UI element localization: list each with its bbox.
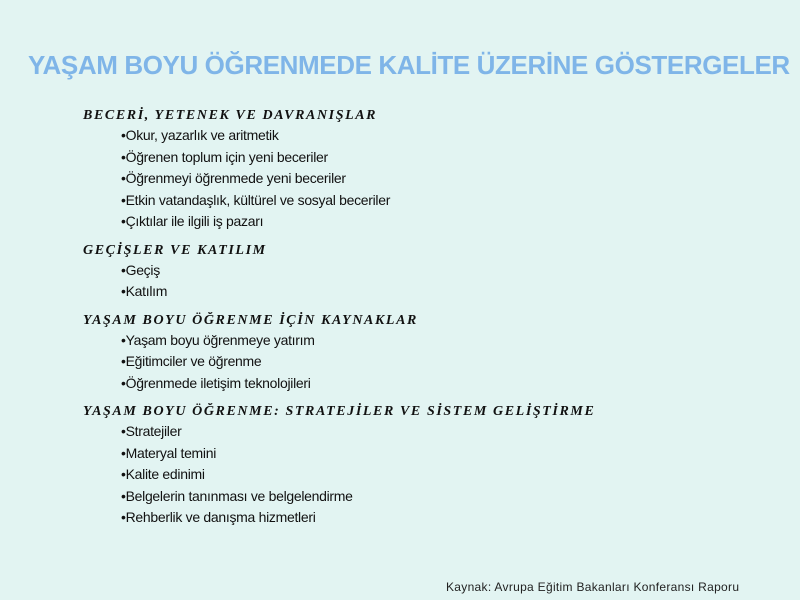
list-item-text: Çıktılar ile ilgili iş pazarı: [125, 213, 264, 229]
list-item-text: Katılım: [125, 283, 168, 299]
section-heading: YAŞAM BOYU ÖĞRENME İÇİN KAYNAKLAR: [83, 312, 418, 328]
list-item-text: Stratejiler: [125, 423, 182, 439]
section-heading: YAŞAM BOYU ÖĞRENME: STRATEJİLER VE SİSTEM GELİŞTİRME: [83, 404, 596, 419]
section-transitions: [83, 241, 783, 303]
bullet-icon: •: [121, 213, 126, 229]
list-item-text: Materyal temini: [125, 444, 217, 461]
item-list: [83, 330, 783, 395]
section-strategies: [83, 402, 783, 529]
item-list: [83, 421, 783, 529]
bullet-icon: •: [121, 466, 126, 482]
bullet-icon: •: [121, 374, 126, 391]
list-item-text: Kalite edinimi: [125, 466, 205, 482]
bullet-icon: •: [121, 261, 126, 278]
list-item-text: Öğrenmeyi öğrenmede yeni beceriler: [125, 170, 346, 186]
list-item: [121, 373, 783, 395]
list-item-text: Rehberlik ve danışma hizmetleri: [125, 509, 316, 525]
bullet-icon: •: [121, 191, 126, 208]
item-list: [83, 260, 783, 303]
list-item-text: Geçiş: [125, 261, 160, 278]
bullet-icon: •: [121, 487, 126, 504]
list-item: [121, 421, 783, 443]
bullet-icon: •: [121, 331, 126, 348]
bullet-icon: •: [121, 283, 126, 299]
bullet-icon: •: [121, 353, 126, 369]
list-item: [121, 443, 783, 465]
list-item-text: Öğrenmede iletişim teknolojileri: [125, 374, 311, 391]
list-item: [121, 125, 783, 147]
source-note: Kaynak: Avrupa Eğitim Bakanları Konferansı Raporu: [446, 580, 740, 594]
list-item: [121, 486, 783, 508]
bullet-icon: •: [121, 444, 126, 461]
list-item: [121, 147, 783, 169]
bullet-icon: •: [121, 148, 126, 165]
list-item: [121, 464, 783, 486]
list-item: [121, 190, 783, 212]
list-item: [121, 260, 783, 282]
slide-title: YAŞAM BOYU ÖĞRENMEDE KALİTE ÜZERİNE GÖSTERGELER: [28, 50, 790, 80]
list-item-text: Okur, yazarlık ve aritmetik: [125, 127, 279, 143]
list-item-text: Etkin vatandaşlık, kültürel ve sosyal beceriler: [125, 191, 391, 208]
list-item: [121, 281, 783, 303]
list-item: [121, 351, 783, 373]
bullet-icon: •: [121, 509, 126, 525]
section-heading: GEÇİŞLER VE KATILIM: [83, 242, 267, 258]
section-skills: [83, 106, 783, 233]
section-heading: BECERİ, YETENEK VE DAVRANIŞLAR: [83, 108, 378, 123]
list-item-text: Belgelerin tanınması ve belgelendirme: [125, 487, 353, 504]
list-item: [121, 168, 783, 190]
list-item: [121, 330, 783, 352]
list-item-text: Eğitimciler ve öğrenme: [125, 353, 262, 369]
bullet-icon: •: [121, 170, 126, 186]
slide-content: [83, 106, 783, 537]
list-item: [121, 507, 783, 529]
list-item-text: Yaşam boyu öğrenmeye yatırım: [125, 331, 315, 348]
bullet-icon: •: [121, 127, 126, 143]
section-resources: [83, 311, 783, 395]
list-item-text: Öğrenen toplum için yeni beceriler: [125, 148, 328, 165]
item-list: [83, 125, 783, 233]
list-item: [121, 211, 783, 233]
bullet-icon: •: [121, 423, 126, 439]
